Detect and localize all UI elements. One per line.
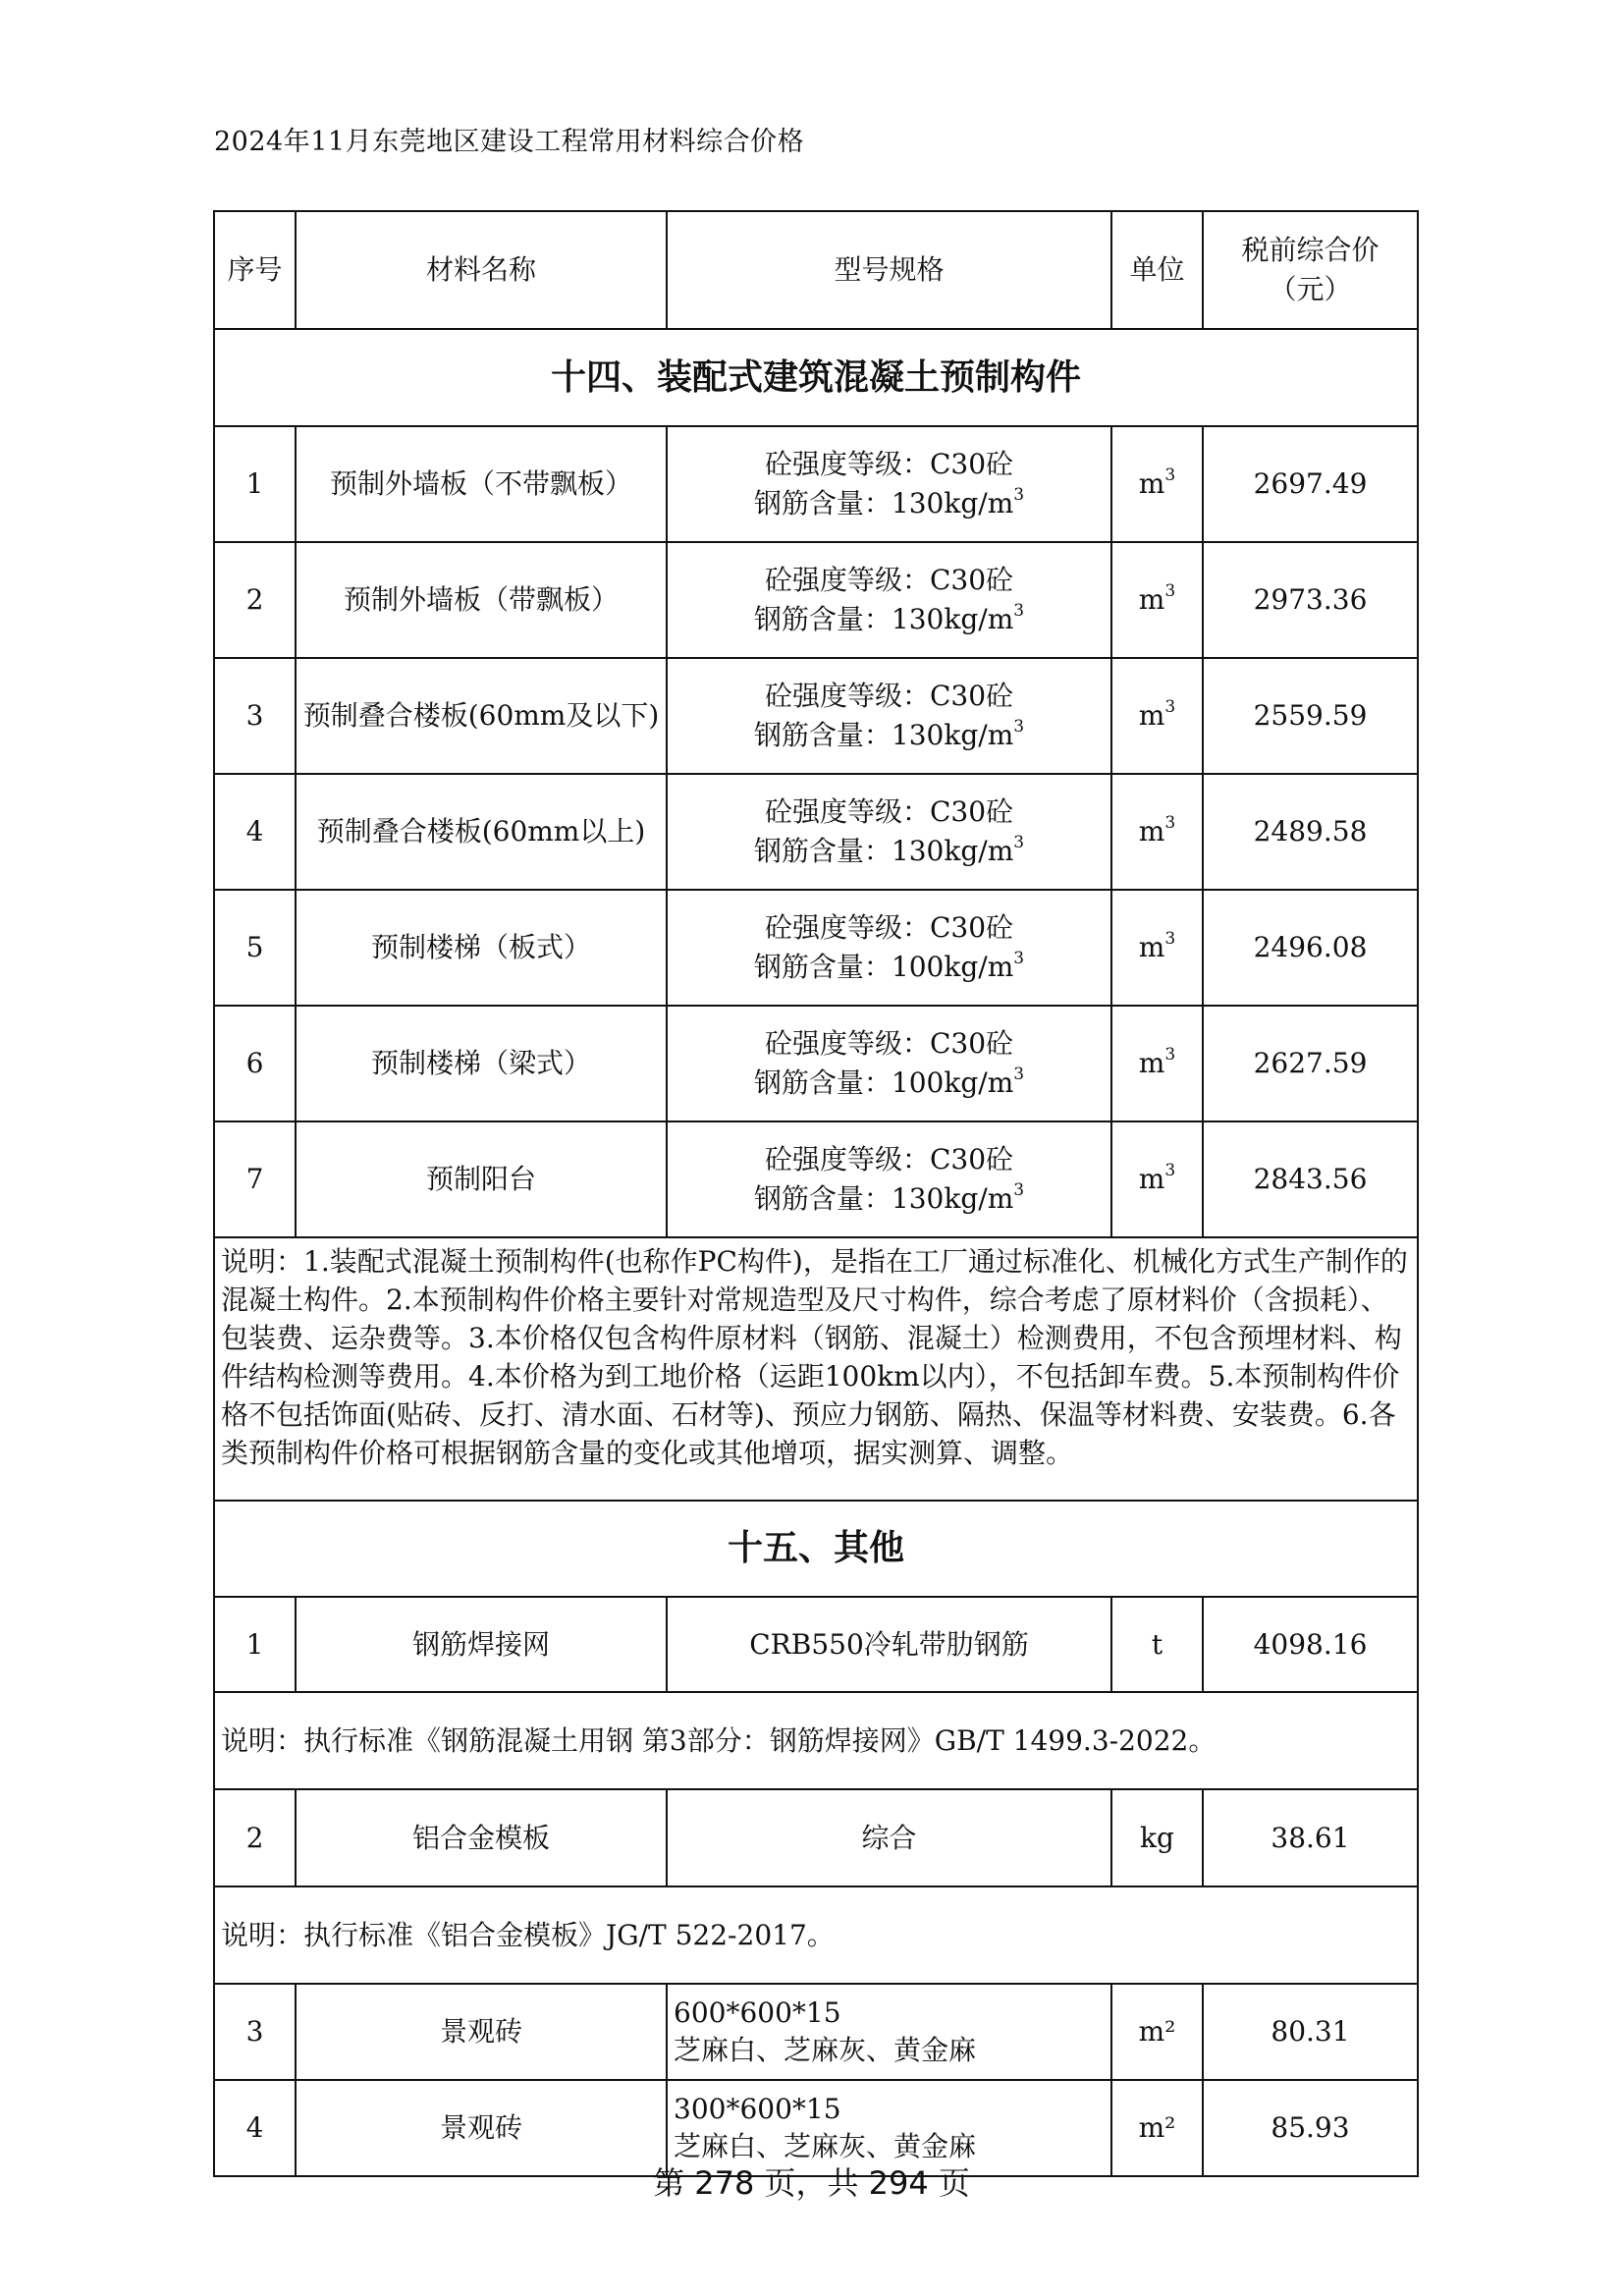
row-name: 预制楼梯（板式） [296,890,667,1006]
cubic-superscript: 3 [1013,1179,1025,1200]
row-spec [667,658,1111,774]
row-name: 预制外墙板（不带飘板） [296,426,667,542]
row-price: 2627.59 [1203,1006,1418,1121]
document-title: 2024年11月东莞地区建设工程常用材料综合价格 [214,127,805,157]
table-row [214,1984,1418,2080]
row-spec [667,890,1111,1006]
row-spec [667,542,1111,658]
table-row [214,658,1418,774]
row-spec [667,426,1111,542]
row-unit [1111,1006,1203,1121]
section-14-note: 说明：1.装配式混凝土预制构件(也称作PC构件)，是指在工厂通过标准化、机械化方式生产制作的混凝土构件。2.本预制构件价格主要针对常规造型及尺寸构件，综合考虑了原材料价（含损耗）、包装费、运杂费等。3.本价格仅包含构件原材料（钢筋、混凝土）检测费用，不包含预埋材料、构件结构检测等费用。4.本价格为到工地价格（运距100km以内），不包括卸车费。5.本预制构件价格不包括饰面(贴砖、反打、清水面、石材等)、预应力钢筋、隔热、保温等材料费、安装费。6.各类预制构件价格可根据钢筋含量的变化或其他增项，据实测算、调整。 [214,1237,1418,1501]
row-price: 38.61 [1203,1789,1418,1886]
table-row [214,542,1418,658]
row-spec [667,1121,1111,1237]
unit-text: m [1138,815,1165,847]
row-seq: 2 [214,542,296,658]
row-unit [1111,774,1203,890]
section-14-note-row [214,1237,1418,1501]
header-price [1203,211,1418,329]
section-14-body [214,426,1418,1237]
row-price: 80.31 [1203,1984,1418,2080]
row-spec-rebar [674,716,1105,755]
table-row [214,426,1418,542]
row-name: 钢筋焊接网 [296,1597,667,1692]
row-price: 4098.16 [1203,1597,1418,1692]
section-14-title: 十四、装配式建筑混凝土预制构件 [214,329,1418,426]
price-table [213,210,1419,2177]
unit-text: m [1138,467,1165,500]
row-seq: 1 [214,426,296,542]
row-name: 预制外墙板（带飘板） [296,542,667,658]
header-price-line1: 税前综合价 [1241,234,1380,266]
rebar-text: 钢筋含量：130kg/m [753,1182,1014,1215]
row-spec-grade: 砼强度等级：C30砼 [764,564,1014,596]
page-footer: 第 278 页，共 294 页 [653,2164,970,2202]
row-name: 预制叠合楼板(60mm以上) [296,774,667,890]
table-row [214,1597,1418,1692]
cubic-superscript: 3 [1164,696,1176,717]
table-row [214,1121,1418,1237]
row-unit [1111,426,1203,542]
row-spec-grade: 砼强度等级：C30砼 [764,911,1014,944]
rebar-text: 钢筋含量：100kg/m [753,951,1014,983]
table-row [214,1006,1418,1121]
row-seq: 1 [214,1597,296,1692]
rebar-text: 钢筋含量：130kg/m [753,835,1014,867]
row-seq: 6 [214,1006,296,1121]
row-unit: t [1111,1597,1203,1692]
section-15-title-row [214,1501,1418,1597]
cubic-superscript: 3 [1164,812,1176,833]
table-header-row [214,211,1418,329]
cubic-superscript: 3 [1164,1160,1176,1180]
row-spec [667,774,1111,890]
rebar-text: 钢筋含量：130kg/m [753,603,1014,635]
row-spec-rebar [674,484,1105,523]
row-spec-rebar [674,600,1105,639]
cubic-superscript: 3 [1164,580,1176,601]
unit-text: m [1138,699,1165,732]
row-unit: kg [1111,1789,1203,1886]
row-unit [1111,890,1203,1006]
row-seq: 2 [214,1789,296,1886]
section-15-note2-row [214,1886,1418,1984]
row-spec-size: 300*600*15 [674,2093,841,2125]
unit-text: m [1138,1047,1165,1079]
row-price: 2697.49 [1203,426,1418,542]
header-unit: 单位 [1111,211,1203,329]
cubic-superscript: 3 [1164,928,1176,949]
cubic-superscript: 3 [1013,484,1025,505]
row-spec-grade: 砼强度等级：C30砼 [764,1027,1014,1060]
section-15-note1: 说明：执行标准《钢筋混凝土用钢 第3部分：钢筋焊接网》GB/T 1499.3-2022。 [214,1692,1418,1789]
row-spec-grade: 砼强度等级：C30砼 [764,680,1014,712]
row-spec-grade: 砼强度等级：C30砼 [764,795,1014,828]
rebar-text: 钢筋含量：130kg/m [753,487,1014,519]
row-spec [667,1006,1111,1121]
row-seq: 4 [214,774,296,890]
cubic-superscript: 3 [1013,1064,1025,1084]
row-name: 预制阳台 [296,1121,667,1237]
cubic-superscript: 3 [1013,600,1025,621]
row-spec-rebar [674,832,1105,871]
unit-text: m [1138,583,1165,616]
section-15-note2: 说明：执行标准《铝合金模板》JG/T 522-2017。 [214,1886,1418,1984]
row-unit [1111,542,1203,658]
row-spec-rebar [674,1179,1105,1219]
row-price: 85.93 [1203,2080,1418,2176]
row-spec-grade: 砼强度等级：C30砼 [764,1143,1014,1175]
cubic-superscript: 3 [1013,832,1025,852]
row-name: 预制楼梯（梁式） [296,1006,667,1121]
section-15-title: 十五、其他 [214,1501,1418,1597]
row-name: 景观砖 [296,2080,667,2176]
header-price-line2: （元） [1269,273,1352,305]
row-name: 预制叠合楼板(60mm及以下) [296,658,667,774]
row-seq: 5 [214,890,296,1006]
header-spec: 型号规格 [667,211,1111,329]
row-name: 景观砖 [296,1984,667,2080]
rebar-text: 钢筋含量：100kg/m [753,1066,1014,1099]
row-price: 2496.08 [1203,890,1418,1006]
row-unit [1111,1121,1203,1237]
row-unit: m² [1111,2080,1203,2176]
table-row [214,1789,1418,1886]
row-price: 2843.56 [1203,1121,1418,1237]
cubic-superscript: 3 [1164,465,1176,485]
header-seq: 序号 [214,211,296,329]
row-spec-grade: 砼强度等级：C30砼 [764,448,1014,480]
row-spec-colors: 芝麻白、芝麻灰、黄金麻 [674,2034,977,2066]
cubic-superscript: 3 [1013,716,1025,737]
row-spec-rebar [674,948,1105,987]
table-row [214,774,1418,890]
row-spec-colors: 芝麻白、芝麻灰、黄金麻 [674,2130,977,2162]
row-seq: 7 [214,1121,296,1237]
row-spec: 综合 [667,1789,1111,1886]
unit-text: m [1138,931,1165,963]
table-row [214,890,1418,1006]
row-name: 铝合金模板 [296,1789,667,1886]
row-spec: CRB550冷轧带肋钢筋 [667,1597,1111,1692]
row-spec [667,1984,1111,2080]
row-unit: m² [1111,1984,1203,2080]
row-seq: 3 [214,1984,296,2080]
row-unit [1111,658,1203,774]
unit-text: m [1138,1163,1165,1195]
cubic-superscript: 3 [1164,1044,1176,1065]
row-spec-rebar [674,1064,1105,1103]
section-15-note1-row [214,1692,1418,1789]
header-name: 材料名称 [296,211,667,329]
row-seq: 4 [214,2080,296,2176]
row-seq: 3 [214,658,296,774]
row-price: 2489.58 [1203,774,1418,890]
cubic-superscript: 3 [1013,948,1025,968]
section-14-title-row [214,329,1418,426]
row-price: 2973.36 [1203,542,1418,658]
row-price: 2559.59 [1203,658,1418,774]
row-spec-size: 600*600*15 [674,1996,841,2029]
rebar-text: 钢筋含量：130kg/m [753,719,1014,751]
